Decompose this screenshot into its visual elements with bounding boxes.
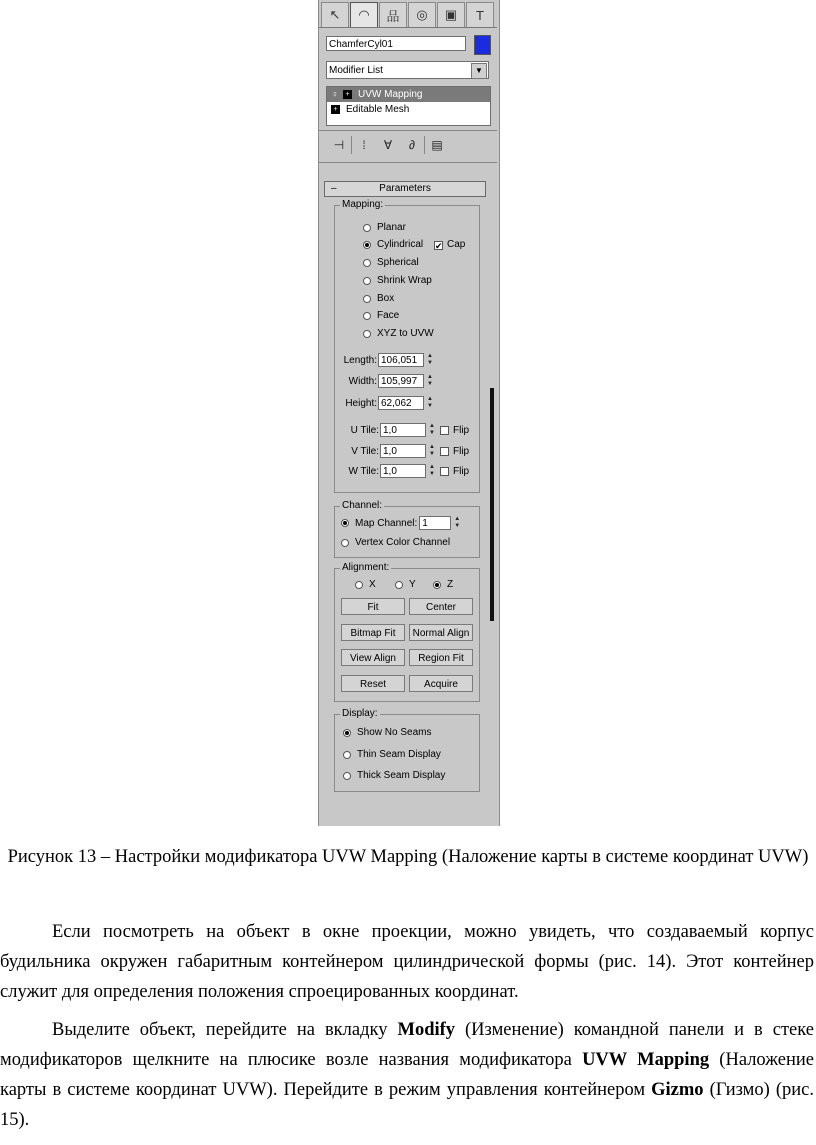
- parameters-rollout-header[interactable]: [324, 181, 486, 197]
- length-field[interactable]: 106,051: [378, 353, 424, 367]
- paragraph-text: (Изменение) командной панели и в стеке модификаторов щелкните на плюсике возле названия модификатора: [0, 1020, 814, 1070]
- radio-box[interactable]: [363, 292, 394, 306]
- radio-button[interactable]: [395, 581, 403, 589]
- map-channel-label: Map Channel:: [355, 517, 418, 529]
- radio-shrink-wrap[interactable]: [363, 274, 432, 288]
- reset-button[interactable]: Reset: [341, 675, 405, 692]
- flip-label: Flip: [453, 445, 470, 457]
- v-tile-field[interactable]: 1,0: [380, 444, 426, 458]
- map-channel-row: [341, 515, 461, 531]
- u-tile-label: U Tile:: [350, 424, 379, 436]
- radio-label: Spherical: [377, 257, 419, 268]
- radio-xyz-to-uvw[interactable]: [363, 327, 434, 341]
- display-group: [334, 708, 480, 792]
- u-tile-field[interactable]: 1,0: [380, 423, 426, 437]
- radio-label: Vertex Color Channel: [355, 537, 451, 548]
- length-spinner: [341, 352, 434, 368]
- stack-item-editable-mesh[interactable]: [327, 102, 490, 117]
- radio-show-no-seams[interactable]: [343, 726, 431, 740]
- collapse-icon: –: [331, 183, 337, 194]
- paragraph-text: (Наложение карты в системе координат UVW). Перейдите в режим управления контейнером: [0, 1050, 814, 1100]
- center-button[interactable]: Center: [409, 598, 473, 615]
- width-label: Width:: [348, 375, 377, 387]
- display-group-title: Display:: [342, 708, 378, 719]
- object-name-field[interactable]: ChamferCyl01: [326, 36, 466, 51]
- pin-stack-icon[interactable]: ⊣: [333, 138, 345, 152]
- normal-align-button[interactable]: Normal Align: [409, 624, 473, 641]
- spinner-arrows-icon[interactable]: ▲ ▼: [427, 396, 433, 409]
- expand-plus-icon[interactable]: +: [343, 90, 352, 99]
- remove-modifier-icon[interactable]: ∂: [409, 138, 415, 152]
- region-fit-button[interactable]: Region Fit: [409, 649, 473, 666]
- fit-button[interactable]: Fit: [341, 598, 405, 615]
- spinner-arrows-icon[interactable]: ▲ ▼: [429, 464, 435, 477]
- mapping-group-title: Mapping:: [342, 199, 384, 210]
- object-color-swatch[interactable]: [474, 35, 491, 55]
- cap-label: Cap: [447, 239, 466, 250]
- radio-vertex-color-channel[interactable]: [341, 536, 450, 550]
- divider: [319, 130, 497, 131]
- display-tab-monitor-icon[interactable]: ▣: [437, 2, 465, 27]
- u-tile-spinner: [341, 422, 469, 438]
- radio-label: Box: [377, 293, 395, 304]
- lightbulb-icon[interactable]: ♀: [331, 89, 339, 99]
- paragraph-1: Если посмотреть на объект в окне проекции, можно увидеть, что создаваемый корпус будильника окружен габаритным контейнером цилиндрической формы (рис. 14). Этот контейнер служит для определения положения спроецированных координат.: [0, 922, 814, 1002]
- radio-button[interactable]: [433, 581, 441, 589]
- bitmap-fit-button[interactable]: Bitmap Fit: [341, 624, 405, 641]
- radio-face[interactable]: [363, 309, 399, 323]
- radio-label: Thin Seam Display: [357, 749, 441, 760]
- radio-axis-y[interactable]: [395, 578, 416, 592]
- flip-label: Flip: [453, 424, 470, 436]
- map-channel-field[interactable]: 1: [419, 516, 451, 530]
- radio-button[interactable]: [355, 581, 363, 589]
- radio-label: Thick Seam Display: [357, 770, 446, 781]
- radio-planar[interactable]: [363, 221, 406, 235]
- radio-cylindrical[interactable]: [363, 238, 423, 252]
- v-tile-spinner: [341, 443, 469, 459]
- radio-label: Planar: [377, 222, 406, 233]
- radio-label: Cylindrical: [377, 239, 424, 250]
- scrollbar-thumb[interactable]: [490, 388, 494, 621]
- radio-axis-z[interactable]: [433, 578, 453, 592]
- w-tile-label: W Tile:: [348, 465, 379, 477]
- radio-button[interactable]: [363, 312, 371, 320]
- w-tile-spinner: [341, 463, 469, 479]
- radio-axis-x[interactable]: [355, 578, 376, 592]
- chevron-down-icon[interactable]: ▼: [471, 63, 487, 79]
- modifier-stack: [326, 86, 491, 126]
- alignment-group: [334, 562, 480, 702]
- spinner-arrows-icon[interactable]: ▲ ▼: [427, 374, 433, 387]
- radio-button[interactable]: [343, 729, 351, 737]
- channel-group: [334, 500, 480, 558]
- radio-thick-seam-display[interactable]: [343, 769, 445, 783]
- radio-button[interactable]: [363, 330, 371, 338]
- channel-group-title: Channel:: [342, 500, 383, 511]
- flip-checkbox[interactable]: [440, 467, 449, 476]
- divider: [319, 27, 497, 28]
- width-spinner: [341, 373, 434, 389]
- expand-plus-icon[interactable]: +: [331, 105, 340, 114]
- height-spinner: [341, 395, 434, 411]
- radio-label: Y: [409, 579, 416, 590]
- view-align-button[interactable]: View Align: [341, 649, 405, 666]
- radio-button[interactable]: [363, 224, 371, 232]
- width-field[interactable]: 105,997: [378, 374, 424, 388]
- radio-button[interactable]: [341, 519, 349, 527]
- utilities-tab-hammer-icon[interactable]: T: [466, 2, 494, 27]
- make-unique-icon[interactable]: ∀: [383, 138, 393, 152]
- paragraph-text: Выделите объект, перейдите на вкладку: [52, 1020, 398, 1040]
- stack-item-uvw-mapping[interactable]: [327, 87, 490, 102]
- w-tile-field[interactable]: 1,0: [380, 464, 426, 478]
- rollout-title: Parameters: [379, 183, 431, 194]
- radio-label: Shrink Wrap: [377, 275, 432, 286]
- spinner-arrows-icon[interactable]: ▲ ▼: [454, 516, 461, 529]
- configure-sets-icon[interactable]: ▤: [424, 136, 449, 154]
- radio-button[interactable]: [363, 259, 371, 267]
- flip-checkbox[interactable]: [440, 447, 449, 456]
- show-end-result-icon[interactable]: ⁞: [351, 136, 376, 154]
- radio-button[interactable]: [341, 539, 349, 547]
- checkmark-icon[interactable]: ✔: [435, 240, 443, 251]
- radio-button[interactable]: [363, 241, 371, 249]
- motion-tab-circle-icon[interactable]: ◎: [408, 2, 436, 27]
- radio-label: XYZ to UVW: [377, 328, 434, 339]
- radio-button[interactable]: [363, 277, 371, 285]
- flip-label: Flip: [453, 465, 470, 477]
- alignment-group-title: Alignment:: [342, 562, 390, 573]
- command-panel-tabs: [321, 2, 495, 28]
- stack-item-label: UVW Mapping: [358, 89, 423, 100]
- height-field[interactable]: 62,062: [378, 396, 424, 410]
- bold-term-gizmo: Gizmo: [651, 1080, 704, 1100]
- bold-term-uvw-mapping: UVW Mapping: [582, 1050, 710, 1070]
- modify-tab-curve-icon[interactable]: ◠: [350, 2, 378, 27]
- radio-thin-seam-display[interactable]: [343, 748, 441, 762]
- flip-checkbox[interactable]: [440, 426, 449, 435]
- command-panel: [318, 0, 500, 826]
- mapping-group: [334, 199, 480, 493]
- figure-caption: Рисунок 13 – Настройки модификатора UVW Mapping (Наложение карты в системе координат UVW): [7, 847, 809, 867]
- radio-button[interactable]: [343, 751, 351, 759]
- radio-label: Face: [377, 310, 400, 321]
- radio-label: X: [369, 579, 376, 590]
- acquire-button[interactable]: Acquire: [409, 675, 473, 692]
- paragraph-text: (Гизмо) (рис. 15).: [0, 1080, 814, 1130]
- spinner-arrows-icon[interactable]: ▲ ▼: [429, 423, 435, 436]
- cap-checkbox[interactable]: [434, 238, 465, 252]
- stack-toolbar: [327, 134, 492, 156]
- modifier-list-dropdown[interactable]: [326, 61, 489, 79]
- divider: [319, 162, 497, 163]
- length-label: Length:: [343, 354, 377, 366]
- spinner-arrows-icon[interactable]: ▲ ▼: [429, 444, 435, 457]
- stack-item-label: Editable Mesh: [346, 104, 410, 115]
- radio-button[interactable]: [363, 295, 371, 303]
- radio-spherical[interactable]: [363, 256, 419, 270]
- hierarchy-tab-hierarchy-icon[interactable]: 品: [379, 2, 407, 27]
- bold-term-modify: Modify: [397, 1020, 456, 1040]
- radio-button[interactable]: [343, 772, 351, 780]
- radio-label: Z: [447, 579, 454, 590]
- radio-label: Show No Seams: [357, 727, 432, 738]
- spinner-arrows-icon[interactable]: ▲ ▼: [427, 353, 433, 366]
- height-label: Height:: [345, 397, 377, 409]
- paragraph-2: [0, 1015, 814, 1135]
- v-tile-label: V Tile:: [351, 445, 379, 457]
- panel-scrollbar[interactable]: [490, 181, 494, 821]
- modifier-list-label: Modifier List: [329, 65, 383, 76]
- create-tab-pointer-icon[interactable]: ↖: [321, 2, 349, 27]
